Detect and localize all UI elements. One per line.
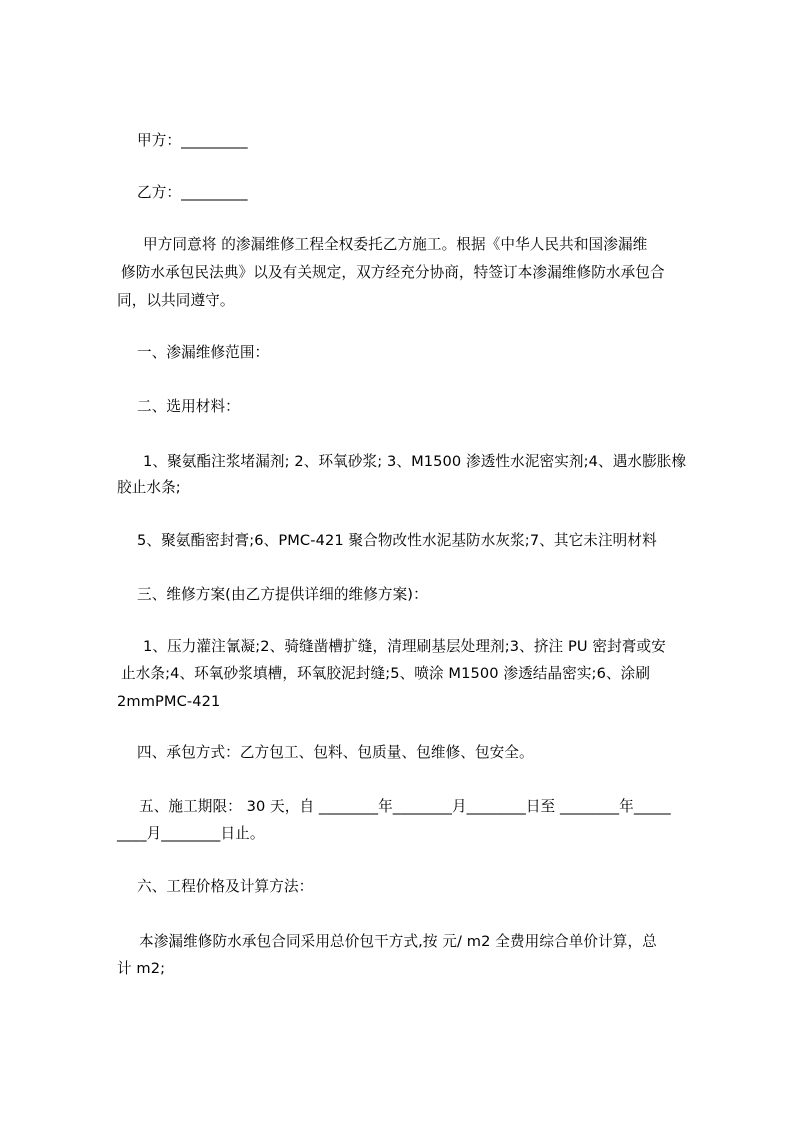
materials-line-1: 1、聚氨酯注浆堵漏剂; 2、环氧砂浆; 3、M1500 渗透性水泥密实剂;4、遇水膨胀橡 <box>143 453 687 470</box>
plan-line-3: 2mmPMC-421 <box>117 693 221 710</box>
pricing-line-1: 本渗漏维修防水承包合同采用总价包干方式,按 元/ m2 全费用综合单价计算，总 <box>139 933 657 950</box>
plan-line-1: 1、压力灌注氰凝;2、骑缝凿槽扩缝，清理刷基层处理剂;3、挤注 PU 密封膏或安 <box>143 638 666 655</box>
section-4-line: 四、承包方式：乙方包工、包料、包质量、包维修、包安全。 <box>137 744 534 761</box>
section-1-heading: 一、渗漏维修范围： <box>137 344 270 361</box>
pricing-line-2: 计 m2; <box>117 960 166 977</box>
materials-line-3: 5、聚氨酯密封膏;6、PMC-421 聚合物改性水泥基防水灰浆;7、其它未注明材料 <box>137 532 657 549</box>
section-5-line-2: ____月________日止。 <box>117 825 265 842</box>
intro-line-1: 甲方同意将 的渗漏维修工程全权委托乙方施工。根据《中华人民共和国渗漏维 <box>143 236 648 253</box>
section-5-line-1: 五、施工期限： 30 天，自 ________年________月________日至 ________年_____ <box>139 798 671 815</box>
party-a-line: 甲方：_________ <box>137 132 248 149</box>
intro-line-2: 修防水承包民法典》以及有关规定，双方经充分协商，特签订本渗漏维修防水承包合 <box>121 264 665 281</box>
intro-line-3: 同，以共同遵守。 <box>117 292 235 309</box>
party-b-line: 乙方：_________ <box>137 184 248 201</box>
section-2-heading: 二、选用材料： <box>137 398 240 415</box>
section-3-heading: 三、维修方案(由乙方提供详细的维修方案)： <box>137 586 428 603</box>
section-6-heading: 六、工程价格及计算方法： <box>137 878 314 895</box>
plan-line-2: 止水条;4、环氧砂浆填槽，环氧胶泥封缝;5、喷涂 M1500 渗透结晶密实;6、涂刷 <box>121 665 651 682</box>
materials-line-2: 胶止水条; <box>117 479 181 496</box>
